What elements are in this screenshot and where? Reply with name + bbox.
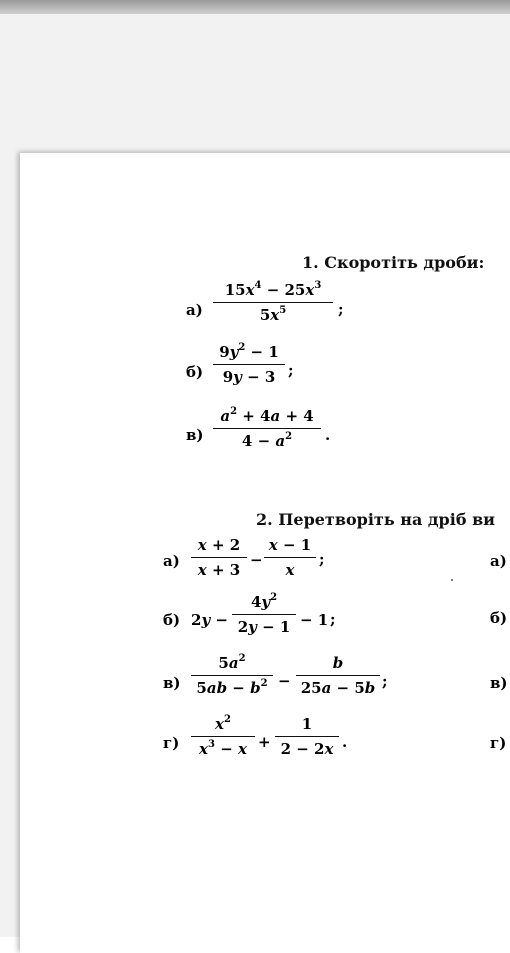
section-2-title: 2. Перетворіть на дріб ви [256, 510, 496, 529]
fraction-2c-2: b 25a − 5b [296, 654, 380, 697]
fraction-2b: $4y^2$ 2y − 1 [232, 593, 296, 636]
item-2d-end: . [342, 733, 348, 751]
fraction-1c: $a^2 + 4a + 4$ $4 - a^2$ [213, 407, 321, 450]
speck [451, 579, 453, 581]
item-1b-end: ; [288, 361, 294, 379]
fraction-2d-1: $x^2$ $x^3 - x$ [191, 715, 255, 758]
fraction-1a: $15x^4 - 25x^3$ $5x^5$ [213, 281, 333, 324]
minus-2a: − [250, 551, 263, 569]
fraction-1b: $9y^2 - 1$ 9y − 3 [213, 343, 285, 386]
item-2d-label: г) [163, 734, 180, 752]
right-label-a: а) [490, 552, 507, 570]
term-2b-2y: 2y − [191, 611, 228, 629]
right-label-c: в) [490, 674, 508, 692]
document-page [20, 153, 510, 953]
top-bar [0, 0, 510, 14]
item-1b-label: б) [186, 363, 204, 381]
item-2c-end: ; [382, 672, 388, 690]
item-2c-label: в) [163, 674, 181, 692]
term-2b-minus-1: − 1 [300, 611, 329, 629]
plus-2d: + [258, 733, 271, 751]
item-2b-label: б) [163, 611, 181, 629]
item-1a-end: ; [338, 300, 344, 318]
right-label-b: б) [490, 609, 508, 627]
item-1c-end: . [325, 426, 331, 444]
minus-2c: − [278, 672, 291, 690]
item-2a-label: а) [163, 552, 180, 570]
item-1a-label: а) [186, 301, 203, 319]
item-1c-label: в) [186, 426, 204, 444]
section-1-title: 1. Скоротіть дроби: [302, 253, 485, 272]
fraction-2a-1: x + 2 x + 3 [191, 536, 247, 579]
right-label-d: г) [490, 734, 507, 752]
fraction-2c-1: $5a^2$ $5ab - b^2$ [191, 654, 273, 697]
fraction-2a-2: x − 1 x [264, 536, 316, 579]
fraction-2d-2: 1 2 − 2x [275, 715, 339, 758]
item-2a-end: ; [319, 550, 325, 568]
item-2b-end: ; [330, 610, 336, 628]
